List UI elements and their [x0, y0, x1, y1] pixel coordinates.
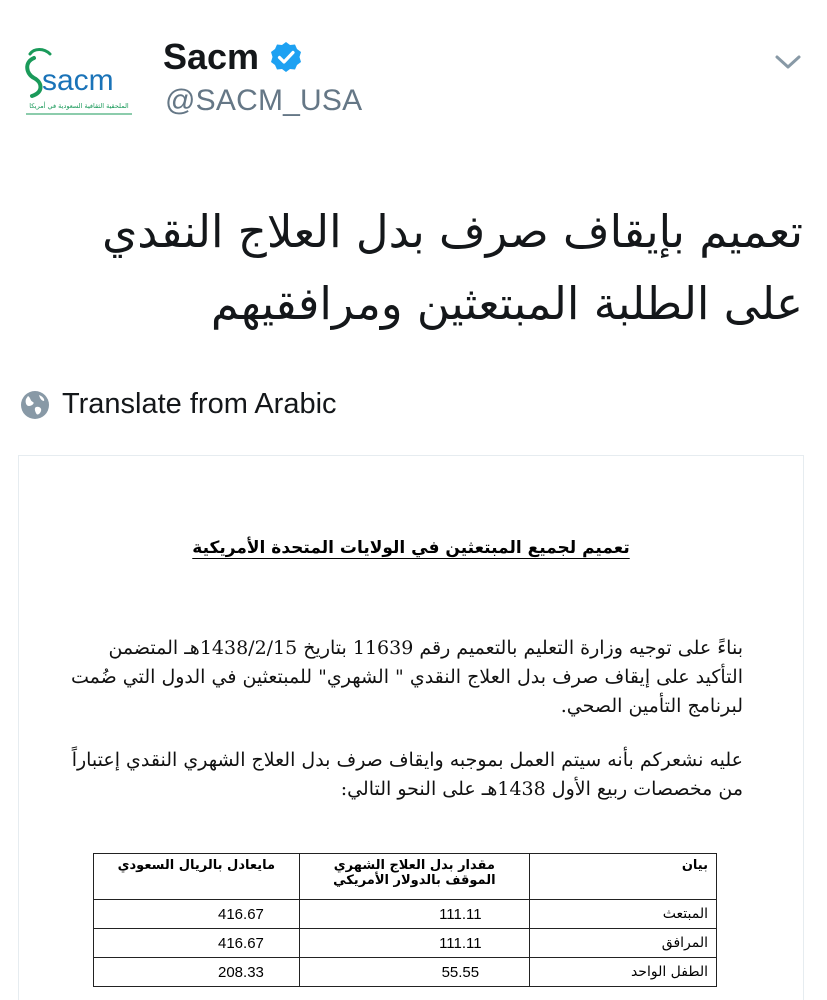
row-label: الطفل الواحد — [530, 958, 717, 987]
header-sar-equivalent: مايعادل بالريال السعودي — [94, 854, 300, 900]
attached-document-image[interactable] — [18, 455, 804, 1000]
display-name[interactable]: Sacm — [163, 36, 260, 77]
account-handle[interactable]: @SACM_USA — [165, 84, 363, 117]
row-label: المبتعث — [530, 900, 717, 929]
logo-subtitle: الملحقية الثقافية السعودية في أمريكا — [29, 102, 129, 110]
document-paragraph-1: بناءً على توجيه وزارة التعليم بالتعميم رقم 11639 بتاريخ 1438/2/15هـ المتضمن التأكيد على إيقاف صرف بدل العلاج النقدي " الشهري" للمبتعثين في الدول التي ضُمت لبرنامج التأمين الصحي. — [70, 637, 743, 717]
display-name-row[interactable] — [163, 36, 303, 78]
table-row — [94, 929, 717, 958]
row-usd: 55.55 — [299, 958, 530, 987]
account-avatar[interactable] — [20, 44, 138, 120]
row-sar: 416.67 — [94, 929, 300, 958]
table-row — [94, 900, 717, 929]
logo-wordmark: sacm — [42, 64, 114, 97]
translate-link[interactable] — [20, 388, 337, 421]
verified-badge-icon — [269, 40, 303, 74]
header-usd-amount: مقدار بدل العلاج الشهري الموقف بالدولار الأمريكي — [299, 854, 530, 900]
document-title: تعميم لجميع المبتعثين في الولايات المتحدة الأمريكية — [192, 538, 630, 558]
tweet-header — [0, 0, 827, 140]
row-usd: 111.11 — [299, 929, 530, 958]
row-sar: 416.67 — [94, 900, 300, 929]
tweet-text: تعميم بإيقاف صرف بدل العلاج النقدي على الطلبة المبتعثين ومرافقيهم — [102, 205, 803, 330]
table-header-row — [94, 854, 717, 900]
allowance-table — [93, 853, 717, 987]
translate-label[interactable]: Translate from Arabic — [62, 388, 337, 420]
table-row — [94, 958, 717, 987]
chevron-down-icon[interactable] — [773, 50, 803, 74]
globe-icon — [20, 390, 50, 420]
row-sar: 208.33 — [94, 958, 300, 987]
sacm-logo — [20, 44, 138, 120]
row-label: المرافق — [530, 929, 717, 958]
header-description: بيان — [530, 854, 717, 900]
row-usd: 111.11 — [299, 900, 530, 929]
document-paragraph-2: عليه نشعركم بأنه سيتم العمل بموجبه وايقاف صرف بدل العلاج الشهري النقدي إعتباراً من مخصصات ربيع الأول 1438هـ على النحو التالي: — [71, 749, 743, 800]
